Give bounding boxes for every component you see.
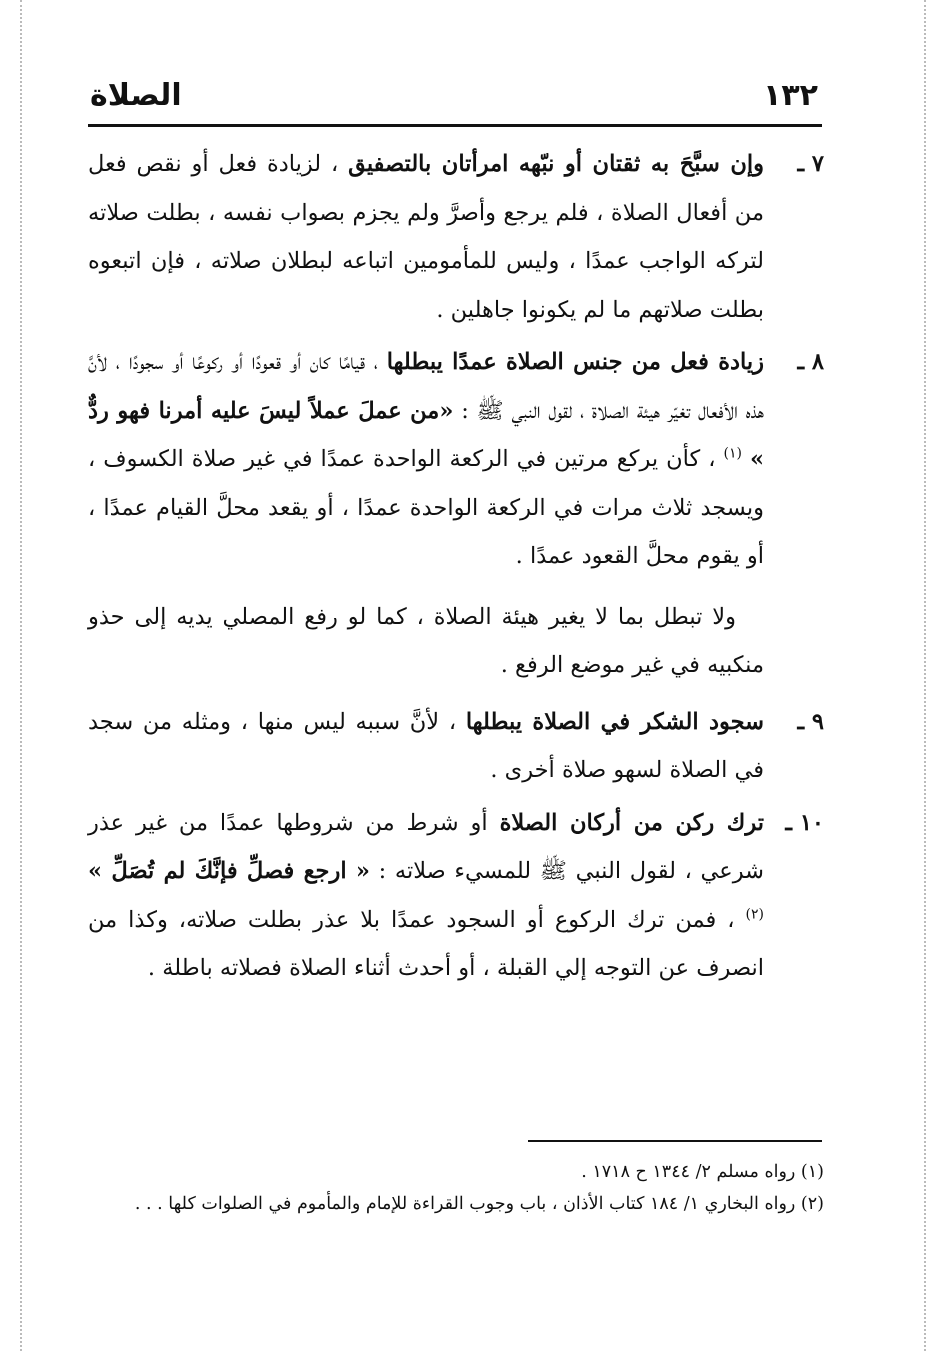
item-text: ، لأنَّ سببه ليس منها ، ومثله من سجد في الصلاة لسهو صلاة أخرى . (88, 708, 764, 783)
footnote-ref: (٢) (745, 906, 764, 922)
scan-edge-right (924, 0, 926, 1351)
item-number: ٩ ـ (797, 698, 824, 747)
note-paragraph: ولا تبطل بما لا يغير هيئة الصلاة ، كما لو رفع المصلي يديه إلى حذو منكبيه في غير موضع الرفع . (88, 603, 764, 678)
footnote-rule (528, 1140, 822, 1142)
hadith-quote: «من عملَ عملاً ليسَ عليه أمرنا فهو ردٌّ » (88, 397, 765, 472)
item-text: ، لزيادة فعل أو نقص فعل من أفعال الصلاة ، فلم يرجع وأصرَّ ولم يجزم بصواب نفسه ، بطلت صلاته لتركه الواجب عمدًا ، وليس للمأمومين اتباعه لبطلان صلاته ، فإن اتبعوه بطلت صلاتهم ما لم يكونوا جاهلين . (88, 151, 764, 323)
page-body (88, 140, 824, 997)
scan-edge-left (20, 0, 22, 1351)
item-text: أو شرط من شروطها عمدًا من غير عذر شرعي ، لقول النبي ﷺ للمسيء صلاته : (88, 809, 764, 884)
hadith-quote: « ارجع فصلِّ فإنَّكَ لم تُصَلِّ » (88, 858, 370, 884)
list-item-8 (88, 338, 824, 581)
list-item-9 (88, 698, 824, 795)
footnotes (90, 1156, 824, 1220)
item-heading: وإن سبَّحَ به ثقتان أو نبّهه امرأتان بالتصفيق (348, 151, 765, 177)
page-number: ١٣٢ (763, 78, 818, 113)
footnote-1: (١) رواه مسلم ٢/ ١٣٤٤ ح ١٧١٨ . (581, 1162, 824, 1182)
item-text: ، قيامًا كان أو قعودًا أو ركوعًا أو سجودًا ، لأنَّ هذه الأفعال تغيّر هيئة الصلاة ، لقول النبي ﷺ : (88, 349, 764, 424)
item-number: ٨ ـ (797, 338, 824, 387)
list-item-10 (88, 799, 824, 993)
item-heading: ترك ركن من أركان الصلاة (499, 809, 765, 836)
list-item-7 (88, 140, 824, 334)
item-number: ٧ ـ (797, 140, 824, 189)
item-text-after: ، فمن ترك الركوع أو السجود عمدًا بلا عذر بطلت صلاته، وكذا من انصرف عن التوجه إلي القبلة ، أو أحدث أثناء الصلاة فصلاته باطلة . (88, 906, 764, 981)
footnote-2: (٢) رواه البخاري ١/ ١٨٤ كتاب الأذان ، باب وجوب القراءة للإمام والمأموم في الصلوات كلها . . . (134, 1194, 824, 1214)
item-heading: زيادة فعل من جنس الصلاة عمدًا يبطلها (386, 349, 765, 375)
footnote-ref: (١) (723, 445, 742, 462)
item-heading: سجود الشكر في الصلاة يبطلها (465, 708, 764, 735)
header-rule (88, 124, 822, 127)
item-text-after: ، كأن يركع مرتين في الركعة الواحدة عمدًا في غير صلاة الكسوف ، ويسجد ثلاث مرات في الركعة الواحدة عمدًا ، أو يقعد محلَّ القيام عمدًا ، أو يقوم محلَّ القعود عمدًا . (88, 446, 765, 569)
running-title: الصلاة (90, 78, 182, 113)
page-header (88, 72, 820, 120)
item-number: ١٠ ـ (785, 799, 824, 848)
